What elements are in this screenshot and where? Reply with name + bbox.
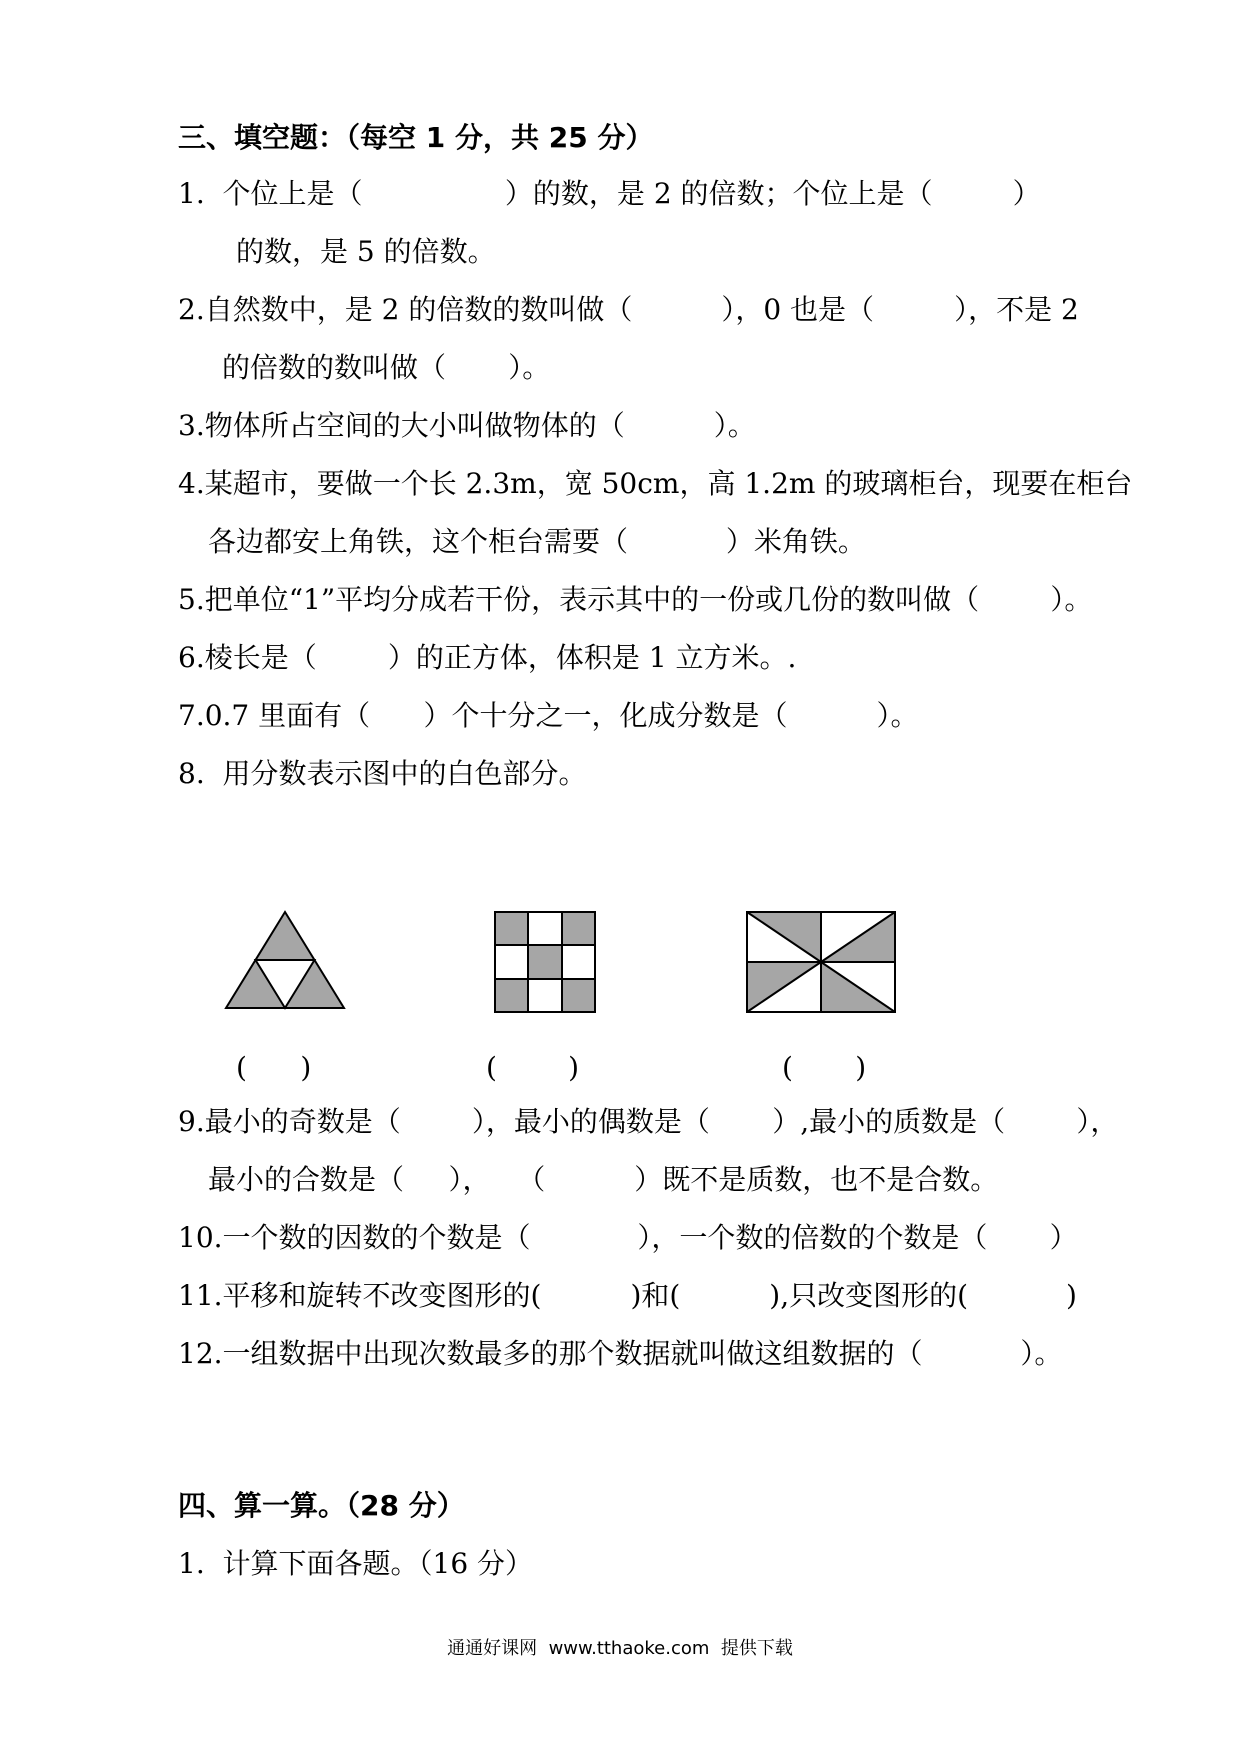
- question-line: 最小的合数是（ ）， （ ）既不是质数，也不是合数。: [208, 1163, 999, 1196]
- answer-blank-2: ( ): [486, 1051, 580, 1084]
- triangle-figure: [224, 910, 346, 1010]
- question-line: 7.0.7 里面有（ ）个十分之一，化成分数是（ ）。: [178, 699, 919, 732]
- section-4-title: 四、算一算。（28 分）: [178, 1489, 465, 1522]
- question-line: 的数，是 5 的倍数。: [236, 235, 496, 268]
- page-footer: 通通好课网 www.tthaoke.com 提供下载: [447, 1638, 793, 1659]
- question-line: 2.自然数中，是 2 的倍数的数叫做（ ），0 也是（ ），不是 2: [178, 293, 1079, 326]
- question-line: 5.把单位“1”平均分成若干份，表示其中的一份或几份的数叫做（ ）。: [178, 583, 1093, 616]
- question-line: 10.一个数的因数的个数是（ ），一个数的倍数的个数是（ ）: [178, 1221, 1078, 1254]
- question-line: 8. 用分数表示图中的白色部分。: [178, 757, 587, 790]
- question-line: 6.棱长是（ ）的正方体，体积是 1 立方米。.: [178, 641, 797, 674]
- question-line: 各边都安上角铁，这个柜台需要（ ）米角铁。: [208, 525, 866, 558]
- section-3-title: 三、填空题：（每空 1 分，共 25 分）: [178, 121, 654, 154]
- question-line: 11.平移和旋转不改变图形的( )和( ),只改变图形的( ): [178, 1279, 1077, 1312]
- rectangle-figure: [745, 910, 897, 1014]
- question-line: 9.最小的奇数是（ ），最小的偶数是（ ）,最小的质数是（ ），: [178, 1105, 1119, 1138]
- question-line: 12.一组数据中出现次数最多的那个数据就叫做这组数据的（ ）。: [178, 1337, 1063, 1370]
- question-line: 3.物体所占空间的大小叫做物体的（ ）。: [178, 409, 756, 442]
- grid-figure: [493, 910, 597, 1014]
- question-line: 1. 个位上是（ ）的数，是 2 的倍数；个位上是（ ）: [178, 177, 1041, 210]
- question-line: 的倍数的数叫做（ ）。: [222, 351, 551, 384]
- answer-blank-3: ( ): [782, 1051, 867, 1084]
- question-line: 4.某超市，要做一个长 2.3m，宽 50cm，高 1.2m 的玻璃柜台，现要在柜台: [178, 467, 1133, 500]
- answer-blank-1: ( ): [236, 1051, 312, 1084]
- question-line: 1. 计算下面各题。（16 分）: [178, 1547, 534, 1580]
